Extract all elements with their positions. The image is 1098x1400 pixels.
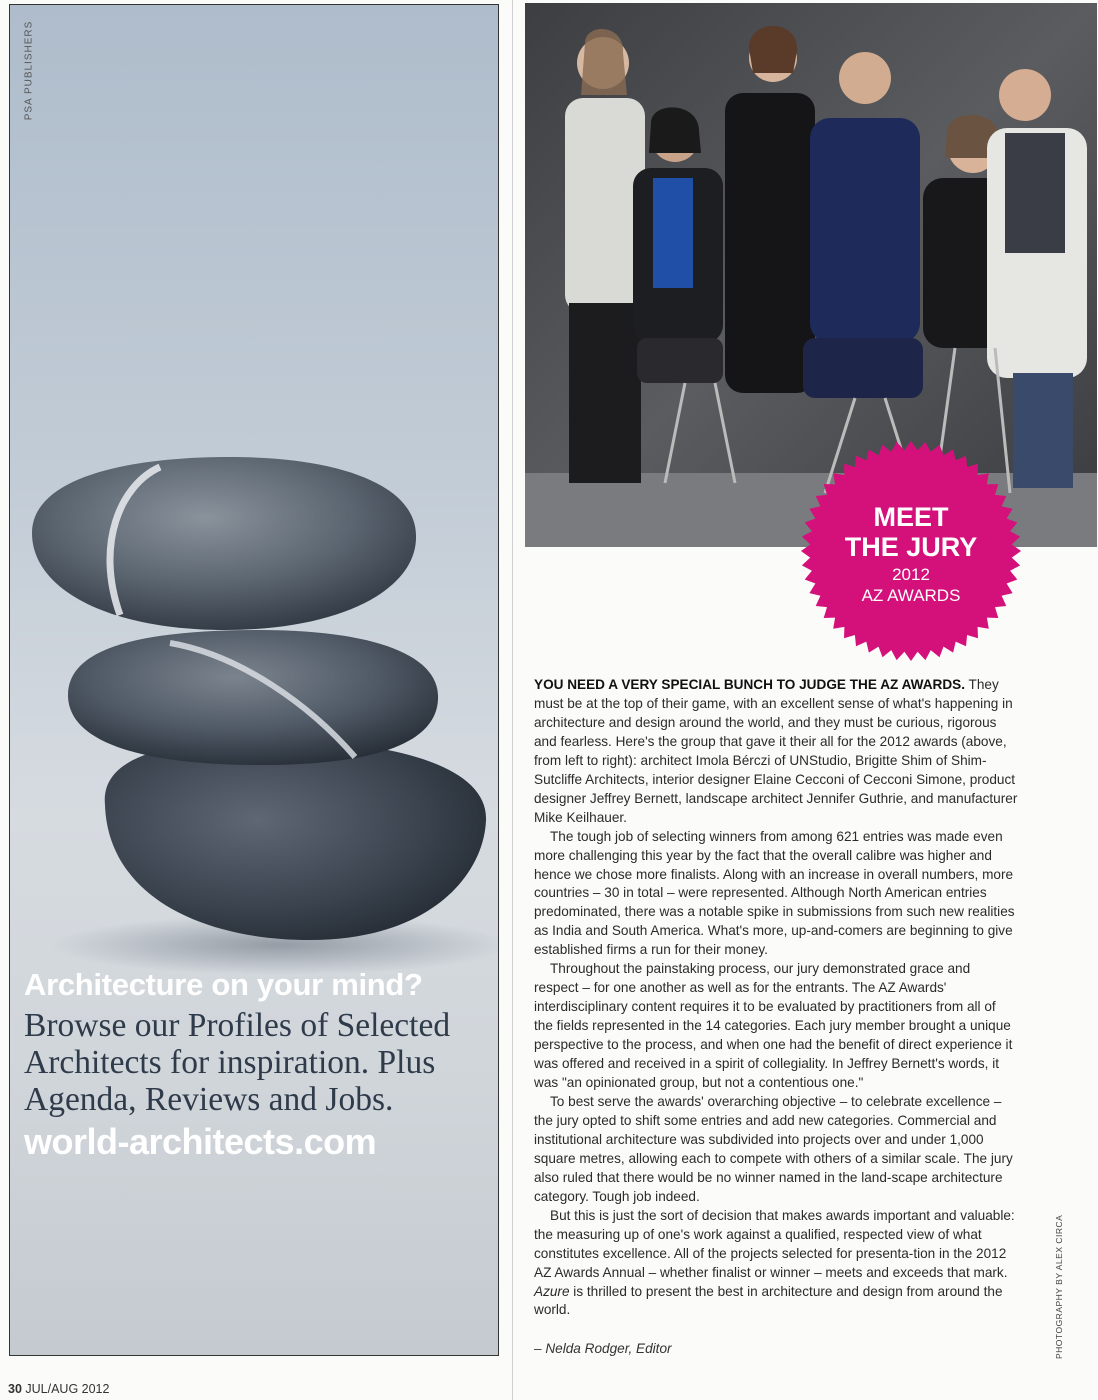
ad-body-text: Browse our Profiles of Selected Architects for inspiration. Plus Agenda, Reviews and Jobs. [24, 1007, 451, 1118]
paragraph-5 [534, 1207, 1018, 1321]
ad-credit: PSA PUBLISHERS [23, 20, 35, 121]
paragraph-2: The tough job of selecting winners from among 621 entries was made even more challenging this year by the fact that the overall calibre was higher and hence we chose more finalists. Along with an increase in overall numbers, more countries – 30 in total – were represented. Although North American entries predominated, there was a notable spike in submissions from such new realities as India and South America. What's more, up-and-comers are beginning to give established firms a run for their money. [534, 828, 1015, 958]
badge-subtitle [800, 564, 1022, 606]
paragraph-5-text-a: But this is just the sort of decision that makes awards important and valuable: the measuring up of one's work against a qualified, respected view of what constitutes excellence. All of the projects selected for presenta-tion in the 2012 AZ Awards Annual – whether finalist or winner – meets and exceeds that mark. [534, 1207, 1015, 1280]
article-lead: YOU NEED A VERY SPECIAL BUNCH TO JUDGE THE AZ AWARDS. [534, 677, 966, 692]
paragraph-1-text: They must be at the top of their game, with an excellent sense of what's happening in architecture and design around the world, and they must be curious, rigorous and fearless. Here's the group that gave it their all for the 2012 awards (above, from left to right): architect Imola Bérczi of UNStudio, Brigitte Shim of Shim-Sutcliffe Architects, interior designer Elaine Cecconi of Cecconi Simone, product designer Jeffrey Bernett, landscape architect Jennifer Guthrie, and manufacturer Mike Keilhauer. [534, 677, 1018, 825]
badge-title-line2: THE JURY [844, 532, 978, 562]
article-body [534, 676, 1018, 1320]
issue-date: JUL/AUG 2012 [21, 1382, 110, 1396]
badge-year: 2012 [892, 565, 930, 584]
advertisement [9, 4, 499, 1356]
editor-signature: – Nelda Rodger, Editor [534, 1341, 672, 1356]
page-number: 30 [8, 1382, 22, 1396]
paragraph-3: Throughout the painstaking process, our jury demonstrated grace and respect – for one another as well as for the entrants. The AZ Awards' interdisciplinary content requires it to be evaluated by practitioners from all of the fields represented in the 14 categories. Each jury member brought a unique perspective to the process, and when one had the benefit of direct experience it was offered and received in a spirit of collegiality. In Jeffrey Bernett's words, it was "an opinionated group, but not a contentious one." [534, 961, 1013, 1091]
page-folio [8, 1382, 109, 1396]
badge-event: AZ AWARDS [861, 586, 961, 605]
paragraph-5-italic: Azure [534, 1283, 570, 1299]
page-gutter [512, 0, 513, 1400]
paragraph-1 [534, 676, 1018, 828]
photo-credit: PHOTOGRAPHY BY ALEX CIRCA [1054, 1214, 1064, 1359]
paragraph-5-text-b: is thrilled to present the best in architecture and design from around the world. [534, 1283, 1003, 1318]
badge-title-line1: MEET [873, 502, 949, 532]
meet-the-jury-badge [800, 440, 1022, 662]
ad-headline: Architecture on your mind? [24, 967, 423, 1002]
ad-url-link[interactable]: world-architects.com [24, 1121, 377, 1162]
badge-title [800, 502, 1022, 562]
paragraph-4: To best serve the awards' overarching objective – to celebrate excellence – the jury opted to shift some entries and add new categories. Commercial and institutional architecture was subdivided into projects over and under 1,000 square metres, allowing each to compete with others of a similar scale. The jury also ruled that there would be no winner named in the land-scape architecture category. Tough job indeed. [534, 1093, 1013, 1204]
